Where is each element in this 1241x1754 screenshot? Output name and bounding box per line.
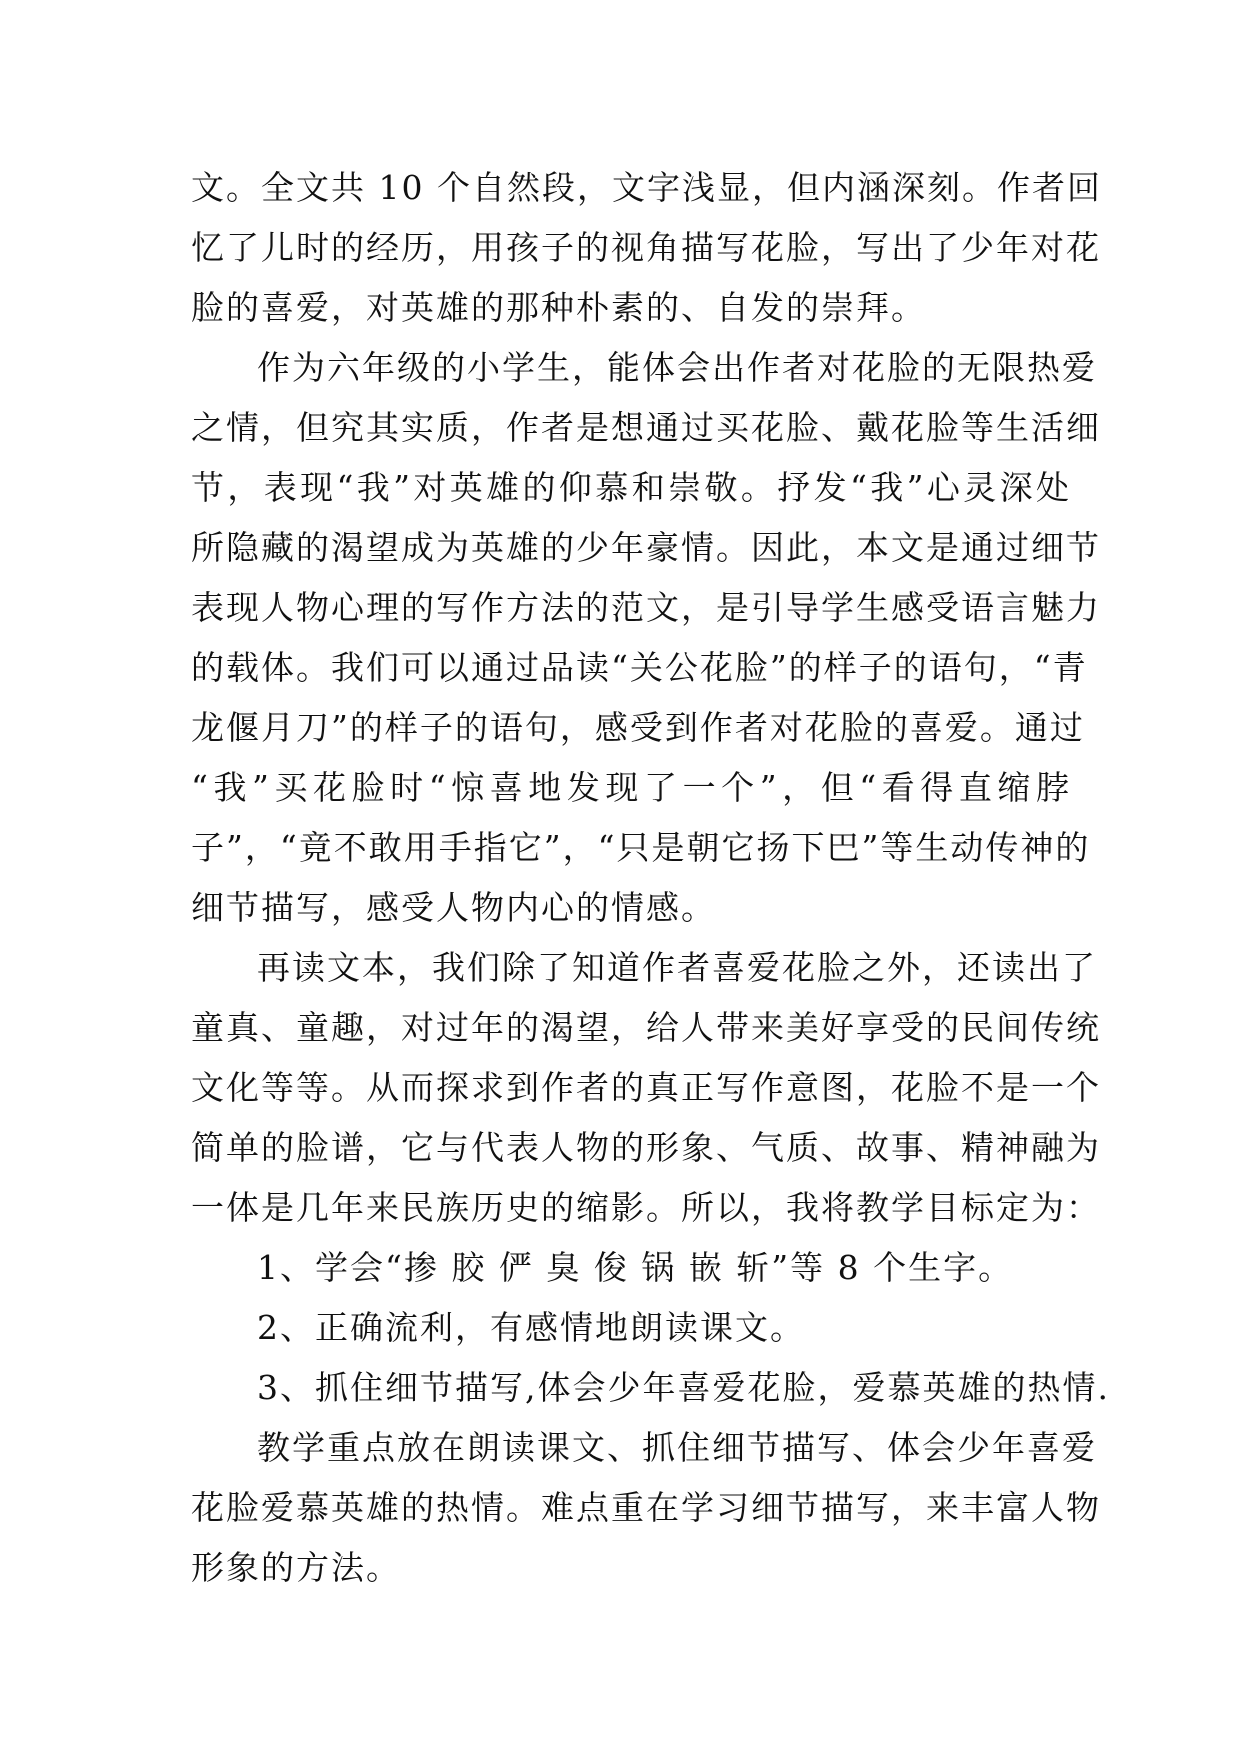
text-line: 教学重点放在朗读课文、抓住细节描写、体会少年喜爱 <box>257 1428 1097 1467</box>
text-line: 2、正确流利，有感情地朗读课文。 <box>257 1308 805 1347</box>
text-line: 所隐藏的渴望成为英雄的少年豪情。因此，本文是通过细节 <box>191 528 1101 567</box>
text-line: 3、抓住细节描写,体会少年喜爱花脸，爱慕英雄的热情. <box>257 1368 1110 1407</box>
text-line: 龙偃月刀”的样子的语句，感受到作者对花脸的喜爱。通过 <box>191 708 1085 747</box>
text-line: 童真、童趣，对过年的渴望，给人带来美好享受的民间传统 <box>191 1008 1101 1047</box>
text-line: 一体是几年来民族历史的缩影。所以，我将教学目标定为： <box>191 1188 1101 1227</box>
document-body <box>191 158 1110 1598</box>
text-line: 细节描写，感受人物内心的情感。 <box>191 888 716 927</box>
text-line: 表现人物心理的写作方法的范文，是引导学生感受语言魅力 <box>191 588 1101 627</box>
text-line: 作为六年级的小学生，能体会出作者对花脸的无限热爱 <box>257 348 1097 387</box>
text-line: 再读文本，我们除了知道作者喜爱花脸之外，还读出了 <box>257 948 1097 987</box>
text-line: 文。全文共 10 个自然段，文字浅显，但内涵深刻。作者回 <box>191 168 1102 207</box>
text-line: 脸的喜爱，对英雄的那种朴素的、自发的崇拜。 <box>191 288 926 327</box>
text-line: 花脸爱慕英雄的热情。难点重在学习细节描写，来丰富人物 <box>191 1488 1101 1527</box>
text-line: 子”，“竟不敢用手指它”，“只是朝它扬下巴”等生动传神的 <box>191 828 1091 867</box>
text-line: 的载体。我们可以通过品读“关公花脸”的样子的语句，“青 <box>191 648 1088 687</box>
text-line: 之情，但究其实质，作者是想通过买花脸、戴花脸等生活细 <box>191 408 1101 447</box>
text-line: 文化等等。从而探求到作者的真正写作意图，花脸不是一个 <box>191 1068 1101 1107</box>
text-line: 1、学会“掺 胶 俨 臭 俊 锅 嵌 斩”等 8 个生字。 <box>257 1248 1014 1287</box>
text-line: 节，表现“我”对英雄的仰慕和崇敬。抒发“我”心灵深处 <box>191 468 1071 507</box>
text-line: 形象的方法。 <box>191 1548 401 1587</box>
text-line: 简单的脸谱，它与代表人物的形象、气质、故事、精神融为 <box>191 1128 1101 1167</box>
text-line: “我”买花脸时“惊喜地发现了一个”，但“看得直缩脖 <box>191 768 1071 807</box>
text-line: 忆了儿时的经历，用孩子的视角描写花脸，写出了少年对花 <box>191 228 1101 267</box>
